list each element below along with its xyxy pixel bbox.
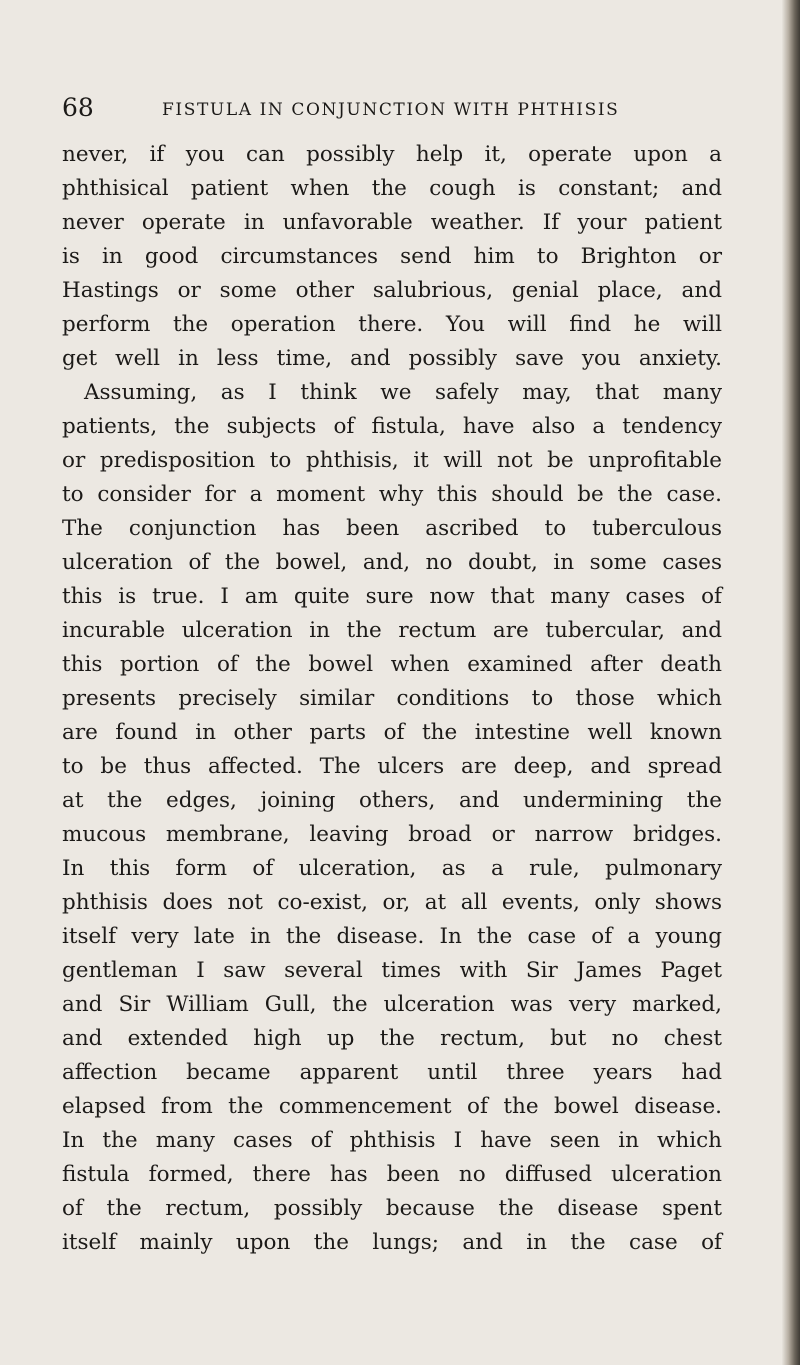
text-line: patients, the subjects of fistula, have also a tendency (62, 414, 722, 439)
text-line: to consider for a moment why this should be the case. (62, 482, 722, 507)
page-header (62, 88, 722, 128)
running-title: FISTULA IN CONJUNCTION WITH PHTHISIS (162, 100, 620, 120)
text-line: gentleman I saw several times with Sir James Paget (62, 958, 722, 983)
text-line: is in good circumstances send him to Brighton or (62, 244, 722, 269)
text-line: fistula formed, there has been no diffused ulceration (62, 1162, 722, 1187)
body-text (62, 138, 722, 1260)
text-line: are found in other parts of the intestine well known (62, 720, 722, 745)
text-line: get well in less time, and possibly save you anxiety. (62, 346, 722, 371)
text-line: The conjunction has been ascribed to tuberculous (62, 516, 722, 541)
text-line: to be thus affected. The ulcers are deep, and spread (62, 754, 722, 779)
text-line: and extended high up the rectum, but no chest (62, 1026, 722, 1051)
text-line: perform the operation there. You will find he will (62, 312, 722, 337)
text-line: In the many cases of phthisis I have seen in which (62, 1128, 722, 1153)
text-line: and Sir William Gull, the ulceration was very marked, (62, 992, 722, 1017)
page-number: 68 (62, 93, 94, 122)
text-line: incurable ulceration in the rectum are tubercular, and (62, 618, 722, 643)
text-line: In this form of ulceration, as a rule, pulmonary (62, 856, 722, 881)
text-line: Hastings or some other salubrious, genial place, and (62, 278, 722, 303)
text-line: itself mainly upon the lungs; and in the case of (62, 1230, 722, 1255)
text-line: presents precisely similar conditions to those which (62, 686, 722, 711)
text-line: itself very late in the disease. In the case of a young (62, 924, 722, 949)
text-line: of the rectum, possibly because the disease spent (62, 1196, 722, 1221)
text-line: at the edges, joining others, and undermining the (62, 788, 722, 813)
text-line: affection became apparent until three years had (62, 1060, 722, 1085)
text-line: mucous membrane, leaving broad or narrow bridges. (62, 822, 722, 847)
text-line: this portion of the bowel when examined after death (62, 652, 722, 677)
text-line: ulceration of the bowel, and, no doubt, in some cases (62, 550, 722, 575)
text-line: or predisposition to phthisis, it will not be unprofitable (62, 448, 722, 473)
text-line: this is true. I am quite sure now that many cases of (62, 584, 722, 609)
text-line: elapsed from the commencement of the bowel disease. (62, 1094, 722, 1119)
text-line: Assuming, as I think we safely may, that many (84, 380, 722, 405)
text-line: never operate in unfavorable weather. If your patient (62, 210, 722, 235)
text-line: phthisis does not co-exist, or, at all events, only shows (62, 890, 722, 915)
text-line: never, if you can possibly help it, operate upon a (62, 142, 722, 167)
book-spine-edge (782, 0, 800, 1365)
text-line: phthisical patient when the cough is constant; and (62, 176, 722, 201)
